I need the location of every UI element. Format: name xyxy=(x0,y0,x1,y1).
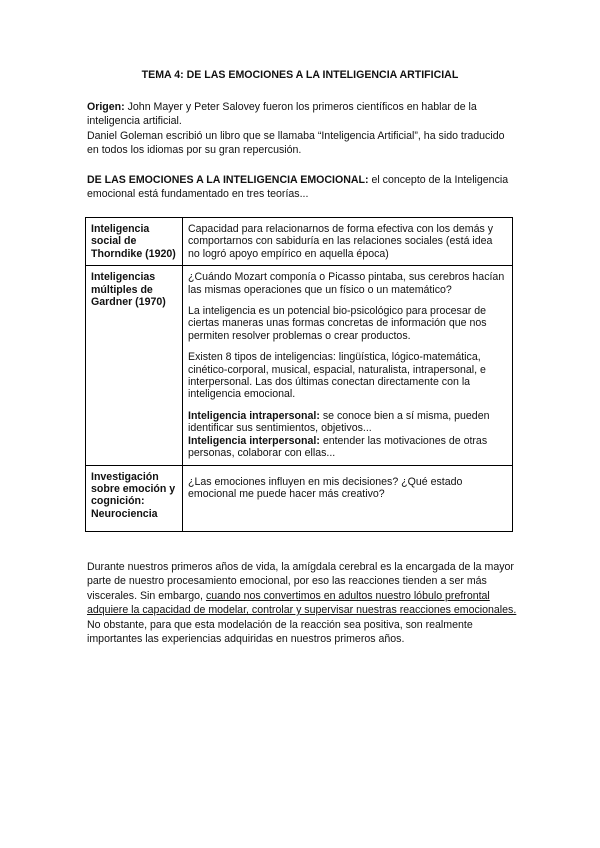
row-label: Investigación sobre emoción y cognición: Neurociencia xyxy=(86,465,183,532)
table-row xyxy=(86,218,513,266)
closing-text-after: No obstante, para que esta modelación de la reacción sea positiva, son realmente importantes las experiencias adquiridas en nuestros primeros años. xyxy=(87,618,473,646)
row-types: Existen 8 tipos de inteligencias: lingüística, lógico-matemática, cinético-corporal, musical, espacial, naturalista, intrapersonal, e interpersonal. Las dos últimas conectan directamente con la inteligencia emocional. xyxy=(188,351,486,401)
intrapersonal-label: Inteligencia intrapersonal: xyxy=(188,409,320,422)
row-content xyxy=(183,465,513,532)
goleman-paragraph: Daniel Goleman escribió un libro que se llamaba “Inteligencia Artificial”, ha sido traducido en todos los idiomas por su gran repercusión. xyxy=(87,129,505,157)
row-label: Inteligencias múltiples de Gardner (1970) xyxy=(86,266,183,465)
row-text: Capacidad para relacionarnos de forma efectiva con los demás y comportarnos con sabiduría en las relaciones sociales (está idea no logró apoyo empírico en aquella época) xyxy=(188,223,494,260)
row-label: Inteligencia social de Thorndike (1920) xyxy=(86,218,183,266)
intro-label: DE LAS EMOCIONES A LA INTELIGENCIA EMOCIONAL: xyxy=(87,174,369,186)
table-row xyxy=(86,266,513,465)
row-content xyxy=(183,218,513,266)
row-content xyxy=(183,266,513,465)
page-title: TEMA 4: DE LAS EMOCIONES A LA INTELIGENCIA ARTIFICIAL xyxy=(141,69,459,81)
intro-section xyxy=(87,173,517,202)
closing-paragraph xyxy=(87,560,519,646)
closing-section xyxy=(87,560,519,646)
origin-paragraph xyxy=(87,100,517,129)
table-row xyxy=(86,465,513,532)
row-text: ¿Las emociones influyen en mis decisiones? ¿Qué estado emocional me puede hacer más creativo? xyxy=(188,475,463,500)
interpersonal-text: entender las motivaciones de otras personas, colaborar con ellas... xyxy=(188,434,488,460)
origin-text: John Mayer y Peter Salovey fueron los primeros científicos en hablar de la inteligencia artificial. xyxy=(87,101,477,128)
closing-text-before: Durante nuestros primeros años de vida, la amígdala cerebral es la encargada de la mayor parte de nuestro procesamiento emocional, por eso las reacciones tienden a ser más viscerales. Sin embargo, xyxy=(87,561,514,602)
intro-paragraph xyxy=(87,173,517,202)
row-question: ¿Cuándo Mozart componía o Picasso pintaba, sus cerebros hacían las mismas operaciones que un físico o un matemático? xyxy=(188,271,505,296)
closing-underlined: cuando nos convertimos en adultos nuestro lóbulo prefrontal adquiere la capacidad de modelar, controlar y supervisar nuestras reacciones emocionales. xyxy=(87,589,517,617)
origin-section xyxy=(87,100,517,158)
row-definition: La inteligencia es un potencial bio-psicológico para procesar de ciertas maneras unas formas concretas de información que nos permiten resolver problemas o crear productos. xyxy=(188,305,487,342)
intrapersonal-text: se conoce bien a sí misma, pueden identificar sus sentimientos, objetivos... xyxy=(188,409,490,435)
interpersonal-label: Inteligencia interpersonal: xyxy=(188,434,320,447)
origin-label: Origen: xyxy=(87,101,125,113)
theories-table xyxy=(85,217,513,532)
row-intra-inter xyxy=(188,410,507,460)
intro-text: el concepto de la Inteligencia emocional está fundamentado en tres teorías... xyxy=(87,174,509,201)
